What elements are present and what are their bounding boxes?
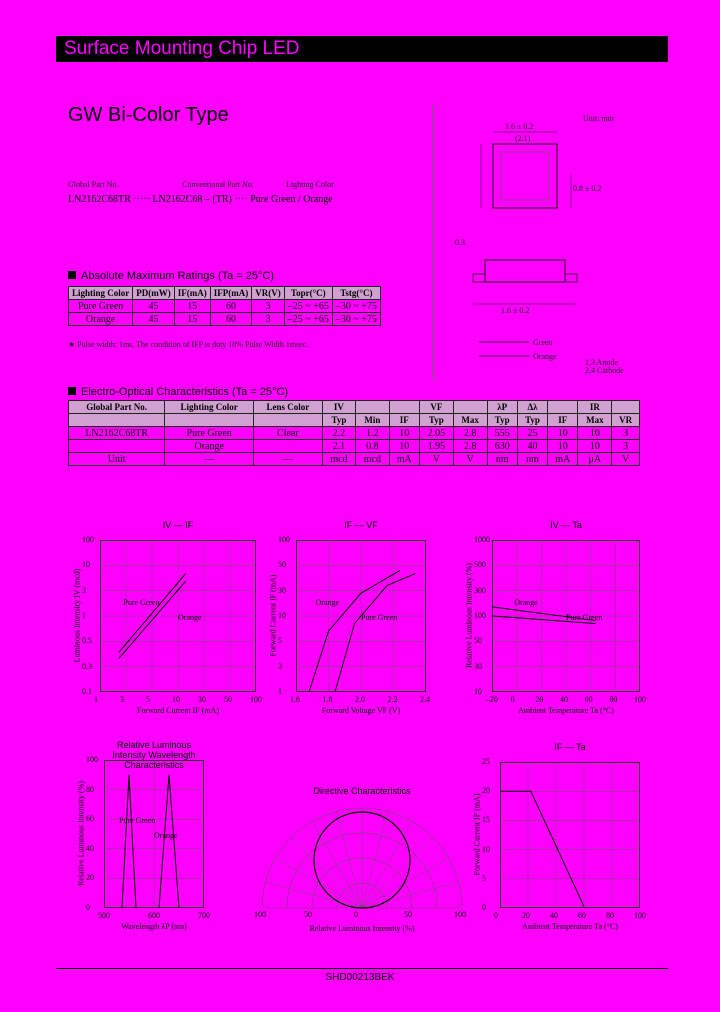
tick-label: 300 [474,585,486,595]
part-header-global: Global Part No. [68,180,119,189]
table-cell: 45 [133,313,175,326]
c3-xlabel: Ambient Temperature Ta (°C) [518,706,614,715]
table-row [69,453,640,466]
table-cell [165,414,254,427]
table-cell: Orange [165,440,254,453]
polar-spoke [336,811,362,908]
table-cell: Max [578,414,612,427]
tick-label: 80 [609,695,618,704]
table-cell [548,401,578,414]
tick-label: 10 [82,560,90,570]
table-cell: 2.8 [453,427,487,440]
series-label: Pure Green [119,816,156,826]
tick-label: 3 [278,661,282,671]
table-cell: 15 [174,300,210,313]
table-cell: V [612,453,640,466]
tick-label: 50 [404,910,412,919]
series-label: Orange [514,597,538,607]
table-cell: λP [487,401,517,414]
tick-label: 25 [482,757,490,766]
c4-title: Relative Luminous Intensity Wavelength Characteristics [112,740,196,770]
c6-xlabel: Ambient Temperature Ta (°C) [522,922,618,931]
tick-label: 0 [510,695,515,704]
table-cell: –25 ~ +65 [284,300,332,313]
tick-label: 1000 [474,535,490,544]
tick-label: 10 [482,844,490,854]
eo-title: Electro-Optical Characteristics (Ta = 25°C) [68,386,288,398]
tick-label: 40 [550,911,558,920]
table-cell [612,401,640,414]
table-cell: — [165,453,254,466]
tick-label: 10 [474,687,482,696]
table-cell: μA [578,453,612,466]
abs-header-cell: VR(V) [252,287,285,300]
directive-title: Directive Characteristics [313,786,411,796]
tick-label: 1 [82,611,86,620]
tick-label: 1 [94,695,98,704]
series-line [119,573,186,652]
tick-label: 20 [522,911,530,920]
series-line [119,581,186,659]
table-cell: 10 [578,440,612,453]
polar-spoke [312,821,362,908]
tick-label: 0.5 [82,636,92,646]
plot-frame [501,763,640,908]
legend-note-anode: 1,3 Anode [585,358,618,367]
tick-label: 0.1 [82,687,92,696]
tick-label: 1.8 [322,695,333,704]
table-cell: 555 [487,427,517,440]
c6-ylabel: Forward Current IF (mA) [472,793,482,876]
header-bar [56,36,668,62]
tick-label: 40 [86,843,94,853]
c2-xlabel: Forward Voltage VF (V) [321,706,401,715]
tick-label: 30 [474,661,482,671]
abs-header-cell: PD(mW) [133,287,175,300]
table-cell: Pure Green [69,300,133,313]
footer-rule [56,968,668,969]
series-label: Orange [154,831,178,841]
tick-label: 3 [120,695,124,704]
part-info-line: LN2162C68TR ····· LN2162C68 – (TR) ···· Pure Green / Orange [68,194,333,205]
directive-plot [262,798,462,910]
table-cell: –30 ~ +75 [332,313,380,326]
series-label: Pure Green [566,612,603,622]
tick-label: 100 [634,695,646,704]
tick-label: 15 [482,815,490,825]
tick-label: 5 [146,695,150,704]
table-cell [69,440,165,453]
table-cell: Clear [254,427,323,440]
table-cell: 15 [174,313,210,326]
part-header-conventional: Conventional Part No. [182,180,254,189]
tick-label: 500 [98,911,110,920]
polar-spoke [362,811,388,908]
table-cell: V [453,453,487,466]
tick-label: 0 [482,903,486,912]
table-cell: mcd [322,453,355,466]
table-cell: 10 [389,427,419,440]
polar-spoke [291,837,362,908]
abs-max-note: ★ Pulse width: 1ms, The condition of IFP is duty 10% Pulse Width 1msec. [68,340,309,349]
table-cell: 2.05 [419,427,453,440]
table-cell: 2.8 [453,440,487,453]
tick-label: 100 [454,910,466,919]
eo-table [68,400,640,466]
table-cell: V [419,453,453,466]
dim-bottom: 1.6 ± 0.2 [501,306,530,315]
dim-inner: (2.1) [515,134,531,143]
table-cell: 60 [210,313,252,326]
series-label: Pure Green [361,612,398,622]
table-cell: 10 [389,440,419,453]
table-cell: Typ [487,414,517,427]
table-cell: 3 [612,440,640,453]
table-cell: 3 [612,427,640,440]
c2-title: IF — VF [344,520,378,530]
table-row [69,300,381,313]
tick-label: 10 [172,695,180,704]
c4-ylabel: Relative Luminous Intensity (%) [76,780,86,887]
header-title: Surface Mounting Chip LED [64,38,300,59]
tick-label: 60 [578,911,586,920]
part-header-color: Lighting Color [286,180,334,189]
polar-spoke [362,837,433,908]
tick-label: 2.2 [387,695,398,704]
series-line [500,791,584,906]
table-cell: 630 [487,440,517,453]
c4-xlabel: Wavelength λP (nm) [121,922,187,931]
tick-label: 5 [278,636,282,646]
tick-label: 1.6 [290,695,300,704]
table-cell: Typ [517,414,547,427]
tick-label: 60 [584,695,593,704]
abs-header-cell: IFP(mA) [210,287,252,300]
c2-ylabel: Forward Current IF (mA) [268,574,278,657]
footer-code: SHD00213BEK [325,972,395,983]
c1-xlabel: Forward Current IF (mA) [137,706,219,715]
abs-header-cell: IF(mA) [174,287,210,300]
dim-c: 0.3 [455,238,465,247]
c1-title: IV — IF [162,520,194,530]
tick-label: 40 [560,695,568,704]
abs-header-cell: Tstg(°C) [332,287,380,300]
tick-label: 0 [354,910,358,919]
table-cell: nm [487,453,517,466]
table-cell: 2.1 [322,440,355,453]
product-type-title: GW Bi-Color Type [68,104,229,126]
table-cell: Global Part No. [69,401,165,414]
tick-label: 100 [634,911,646,920]
table-cell: nm [517,453,547,466]
table-cell [69,414,165,427]
tick-label: 100 [254,910,266,919]
table-cell: 3 [252,300,285,313]
tick-label: 10 [278,611,286,620]
tick-label: 700 [198,911,210,920]
table-cell: 25 [517,427,547,440]
table-cell: –25 ~ +65 [284,313,332,326]
tick-label: 100 [278,535,290,544]
table-cell: Lens Color [254,401,323,414]
series-line [122,775,136,908]
tick-label: 0.3 [82,661,92,671]
tick-label: 50 [474,636,482,646]
table-cell [356,401,389,414]
abs-max-table [68,286,381,326]
table-cell: 10 [578,427,612,440]
table-row [69,440,640,453]
c6-plot [500,762,640,908]
table-cell: 3 [252,313,285,326]
tick-label: 100 [250,695,262,704]
c1-ylabel: Luminous Intensity IV (mcd) [72,568,82,663]
tick-label: 30 [278,585,286,595]
table-cell: 1.95 [419,440,453,453]
dimension-drawing [432,104,669,380]
table-cell: mcd [356,453,389,466]
table-cell: –30 ~ +75 [332,300,380,313]
dim-unit: Unit: mm [583,114,614,123]
table-cell: Orange [69,313,133,326]
table-cell: Typ [322,414,355,427]
table-cell: mA [548,453,578,466]
tick-label: 50 [278,560,286,570]
abs-max-header-row [69,287,381,300]
table-cell: 0.8 [356,440,389,453]
table-cell [254,440,323,453]
table-row [69,414,640,427]
series-label: Pure Green [123,597,160,607]
table-row [69,401,640,414]
table-row [69,427,640,440]
table-cell: 2.2 [322,427,355,440]
table-cell [389,401,419,414]
tick-label: 5 [482,873,486,883]
dim-width: 1.6 ± 0.2 [505,122,534,131]
polar-spoke [275,858,362,908]
c6-title: IF — Ta [554,742,586,752]
tick-label: 1 [278,687,282,696]
tick-label: 2.4 [420,695,430,704]
table-cell: Min [356,414,389,427]
c3-title: IV — Ta [550,520,582,530]
table-cell [254,414,323,427]
table-cell: Pure Green [165,427,254,440]
abs-header-cell: Topr(°C) [284,287,332,300]
table-cell: 10 [548,427,578,440]
tick-label: 50 [304,910,312,919]
abs-header-cell: Lighting Color [69,287,133,300]
directive-xlabel: Relative Luminous Intensity (%) [309,924,415,933]
tick-label: 30 [198,695,206,704]
tick-label: 20 [535,695,544,704]
table-cell: IF [548,414,578,427]
series-line [335,573,416,692]
tick-label: 100 [82,535,94,544]
tick-label: –20 [486,695,498,704]
tick-label: 600 [148,911,160,920]
tick-label: 80 [86,784,94,794]
tick-label: 0 [494,911,498,920]
table-cell: Max [453,414,487,427]
table-cell: IF [389,414,419,427]
table-cell: LN2162C68TR [69,427,165,440]
table-cell: Typ [419,414,453,427]
tick-label: 50 [224,695,232,704]
legend-green: Green [533,338,553,347]
table-cell: VF [419,401,453,414]
table-cell: — [254,453,323,466]
series-line [159,775,179,908]
tick-label: 3 [82,585,86,595]
table-cell: VR [612,414,640,427]
series-label: Orange [315,597,340,607]
table-cell [453,401,487,414]
tick-label: 20 [482,786,490,796]
table-cell: IR [578,401,612,414]
dim-height: 0.8 ± 0.2 [573,184,602,193]
legend-orange: Orange [533,352,557,361]
c3-ylabel: Relative Luminous Intensity (%) [464,562,474,669]
table-cell: IV [322,401,355,414]
legend-note-cathode: 2,4 Cathode [585,366,624,375]
polar-spoke [362,858,449,908]
tick-label: 80 [606,911,614,920]
tick-label: 100 [86,755,98,764]
table-cell: Δλ [517,401,547,414]
polar-spoke [362,882,459,908]
tick-label: 60 [86,814,94,824]
polar-spoke [362,821,412,908]
table-cell: 60 [210,300,252,313]
abs-max-title: Absolute Maximum Ratings (Ta = 25°C) [68,270,274,282]
series-line [309,570,400,692]
table-row [69,313,381,326]
tick-label: 500 [474,560,486,570]
table-cell: 10 [548,440,578,453]
series-label: Orange [178,612,202,622]
tick-label: 2.0 [355,695,365,704]
tick-label: 100 [474,611,486,620]
tick-label: 0 [86,903,90,912]
table-cell: Lighting Color [165,401,254,414]
polar-spoke [265,882,362,908]
table-cell: 40 [517,440,547,453]
table-cell: mA [389,453,419,466]
tick-label: 20 [86,873,94,883]
table-cell: 45 [133,300,175,313]
table-cell: 1.2 [356,427,389,440]
table-cell: Unit [69,453,165,466]
